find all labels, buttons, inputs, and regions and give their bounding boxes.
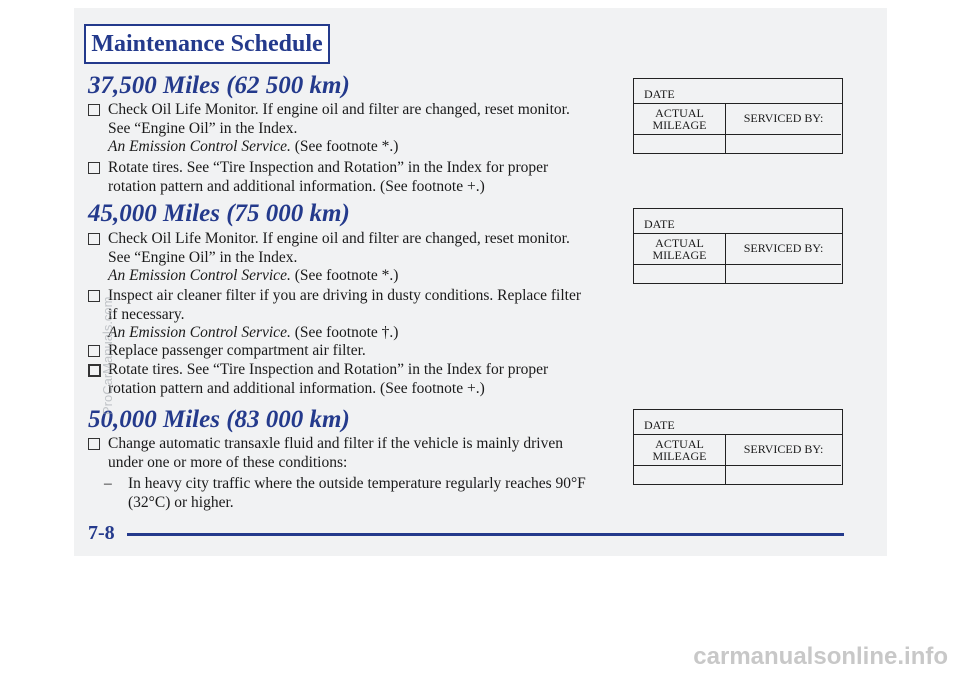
interval-heading-37500: 37,500 Miles (62 500 km): [88, 72, 350, 99]
footer-watermark: carmanualsonline.info: [693, 643, 948, 670]
mileage-header: ACTUAL MILEAGE: [634, 435, 726, 466]
date-field[interactable]: DATE: [634, 209, 842, 234]
checkbox[interactable]: [88, 345, 100, 357]
checkbox[interactable]: [88, 438, 100, 450]
date-field[interactable]: DATE: [634, 410, 842, 435]
serviced-by-entry[interactable]: [726, 265, 841, 283]
service-record-form: [633, 409, 843, 485]
mileage-entry[interactable]: [634, 265, 726, 283]
checkbox[interactable]: [88, 290, 100, 302]
page-rule: [127, 533, 844, 536]
date-field[interactable]: DATE: [634, 79, 842, 104]
serviced-by-header: SERVICED BY:: [726, 435, 841, 466]
mileage-entry[interactable]: [634, 466, 726, 484]
serviced-by-entry[interactable]: [726, 135, 841, 153]
service-record-form: [633, 208, 843, 284]
checklist-item: Rotate tires. See “Tire Inspection and Rotation” in the Index for proper rotation pattern and additional information. (See footnote +.): [88, 159, 618, 196]
page-number: 7-8: [88, 522, 115, 544]
checklist-item: Check Oil Life Monitor. If engine oil and filter are changed, reset monitor. See “Engine Oil” in the Index. An Emission Control Service. (See footnote *.): [88, 230, 618, 286]
checklist-item: Replace passenger compartment air filter.: [88, 342, 618, 361]
page-title: Maintenance Schedule: [91, 30, 323, 57]
interval-heading-45000: 45,000 Miles (75 000 km): [88, 200, 350, 227]
condition-item: – In heavy city traffic where the outside temperature regularly reaches 90°F (32°C) or higher.: [104, 475, 586, 511]
service-record-form: [633, 78, 843, 154]
checklist-item: Check Oil Life Monitor. If engine oil and filter are changed, reset monitor. See “Engine Oil” in the Index. An Emission Control Service. (See footnote *.): [88, 101, 618, 157]
serviced-by-header: SERVICED BY:: [726, 234, 841, 265]
mileage-header: ACTUAL MILEAGE: [634, 234, 726, 265]
interval-heading-50000: 50,000 Miles (83 000 km): [88, 406, 350, 433]
checkbox[interactable]: [88, 233, 100, 245]
checkbox[interactable]: [88, 162, 100, 174]
mileage-header: ACTUAL MILEAGE: [634, 104, 726, 135]
checklist-item: Rotate tires. See “Tire Inspection and Rotation” in the Index for proper rotation pattern and additional information. (See footnote +.): [88, 361, 618, 398]
serviced-by-entry[interactable]: [726, 466, 841, 484]
side-watermark: ProCarManuals.com: [100, 296, 115, 415]
serviced-by-header: SERVICED BY:: [726, 104, 841, 135]
checkbox[interactable]: [88, 104, 100, 116]
section-title-box: [84, 24, 330, 64]
mileage-entry[interactable]: [634, 135, 726, 153]
checklist-item: Inspect air cleaner filter if you are driving in dusty conditions. Replace filter if necessary. An Emission Control Service. (See footnote †.): [88, 287, 618, 343]
checklist-item: Change automatic transaxle fluid and filter if the vehicle is mainly driven under one or more of these conditions:: [88, 435, 618, 472]
